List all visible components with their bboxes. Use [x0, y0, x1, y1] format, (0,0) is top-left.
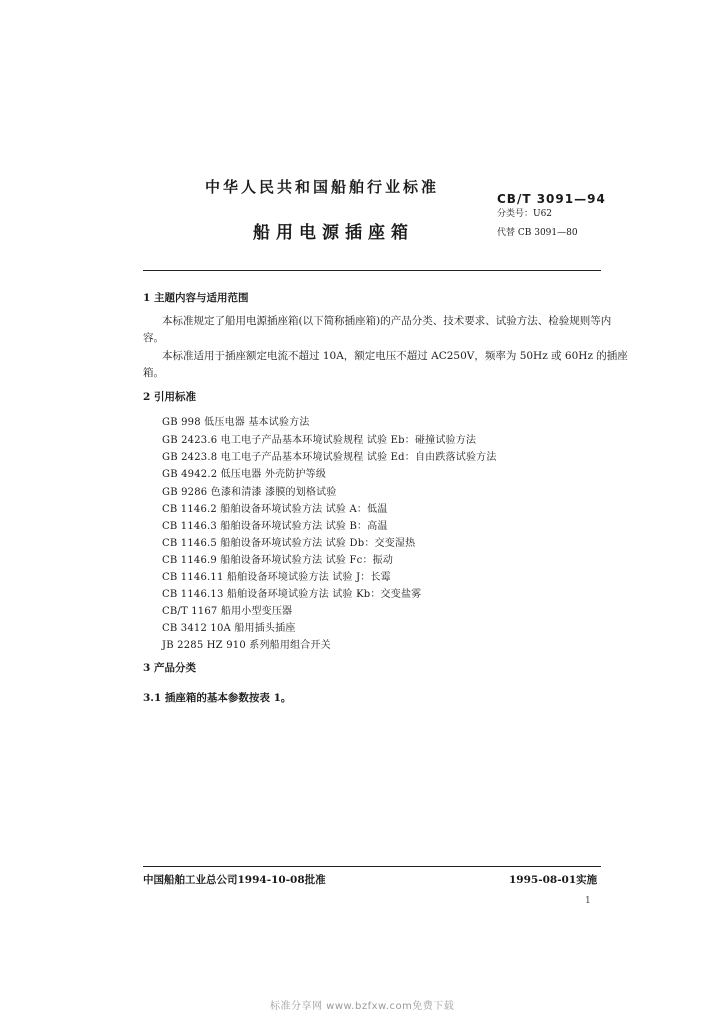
section-2-heading: 2 引用标准	[143, 391, 196, 403]
watermark-text: 标准分享网 www.bzfxw.com免费下载	[270, 1001, 455, 1012]
reference-item: GB 9286 色漆和清漆 漆膜的划格试验	[162, 487, 337, 498]
approval-info: 中国船舶工业总公司1994-10-08批准	[143, 874, 326, 886]
reference-item: GB 2423.6 电工电子产品基本环境试验规程 试验 Eb：碰撞试验方法	[162, 435, 477, 446]
reference-item: GB 2423.8 电工电子产品基本环境试验规程 试验 Ed：自由跌落试验方法	[162, 452, 497, 463]
reference-item: CB 1146.5 船舶设备环境试验方法 试验 Db：交变湿热	[162, 538, 416, 549]
reference-item: CB 1146.13 船舶设备环境试验方法 试验 Kb：交变盐雾	[162, 589, 422, 600]
classification-code: 分类号：U62	[497, 209, 553, 219]
reference-item: CB/T 1167 船用小型变压器	[162, 606, 293, 617]
reference-item: GB 998 低压电器 基本试验方法	[162, 417, 310, 428]
replaces-code: 代替 CB 3091—80	[497, 228, 578, 238]
section-1-heading: 1 主题内容与适用范围	[143, 292, 249, 304]
header-rule	[143, 270, 601, 271]
standard-code: CB/T 3091—94	[497, 192, 606, 206]
section-1-para-2-line-2: 箱。	[143, 367, 164, 379]
section-1-para-1-line-2: 容。	[143, 332, 164, 344]
org-title: 中华人民共和国船舶行业标准	[205, 178, 440, 196]
reference-item: JB 2285 HZ 910 系列船用组合开关	[162, 640, 331, 651]
reference-item: CB 1146.11 船舶设备环境试验方法 试验 J：长霉	[162, 572, 391, 583]
footer-rule	[143, 866, 601, 867]
reference-item: GB 4942.2 低压电器 外壳防护等级	[162, 469, 327, 480]
section-3-1-text: 3.1 插座箱的基本参数按表 1。	[143, 692, 292, 704]
reference-item: CB 1146.2 船舶设备环境试验方法 试验 A：低温	[162, 504, 388, 515]
reference-item: CB 3412 10A 船用插头插座	[162, 623, 296, 634]
implementation-date: 1995-08-01实施	[509, 874, 598, 886]
page-number: 1	[585, 896, 591, 906]
reference-item: CB 1146.3 船舶设备环境试验方法 试验 B：高温	[162, 521, 388, 532]
reference-item: CB 1146.9 船舶设备环境试验方法 试验 Fc：振动	[162, 555, 394, 566]
section-1-para-2-line-1: 本标准适用于插座额定电流不超过 10A，额定电压不超过 AC250V，频率为 50Hz 或 60Hz 的插座	[162, 350, 628, 362]
document-title: 船用电源插座箱	[253, 223, 414, 243]
section-3-heading: 3 产品分类	[143, 662, 196, 674]
section-1-para-1-line-1: 本标准规定了船用电源插座箱(以下简称插座箱)的产品分类、技术要求、试验方法、检验规则等内	[162, 315, 612, 327]
